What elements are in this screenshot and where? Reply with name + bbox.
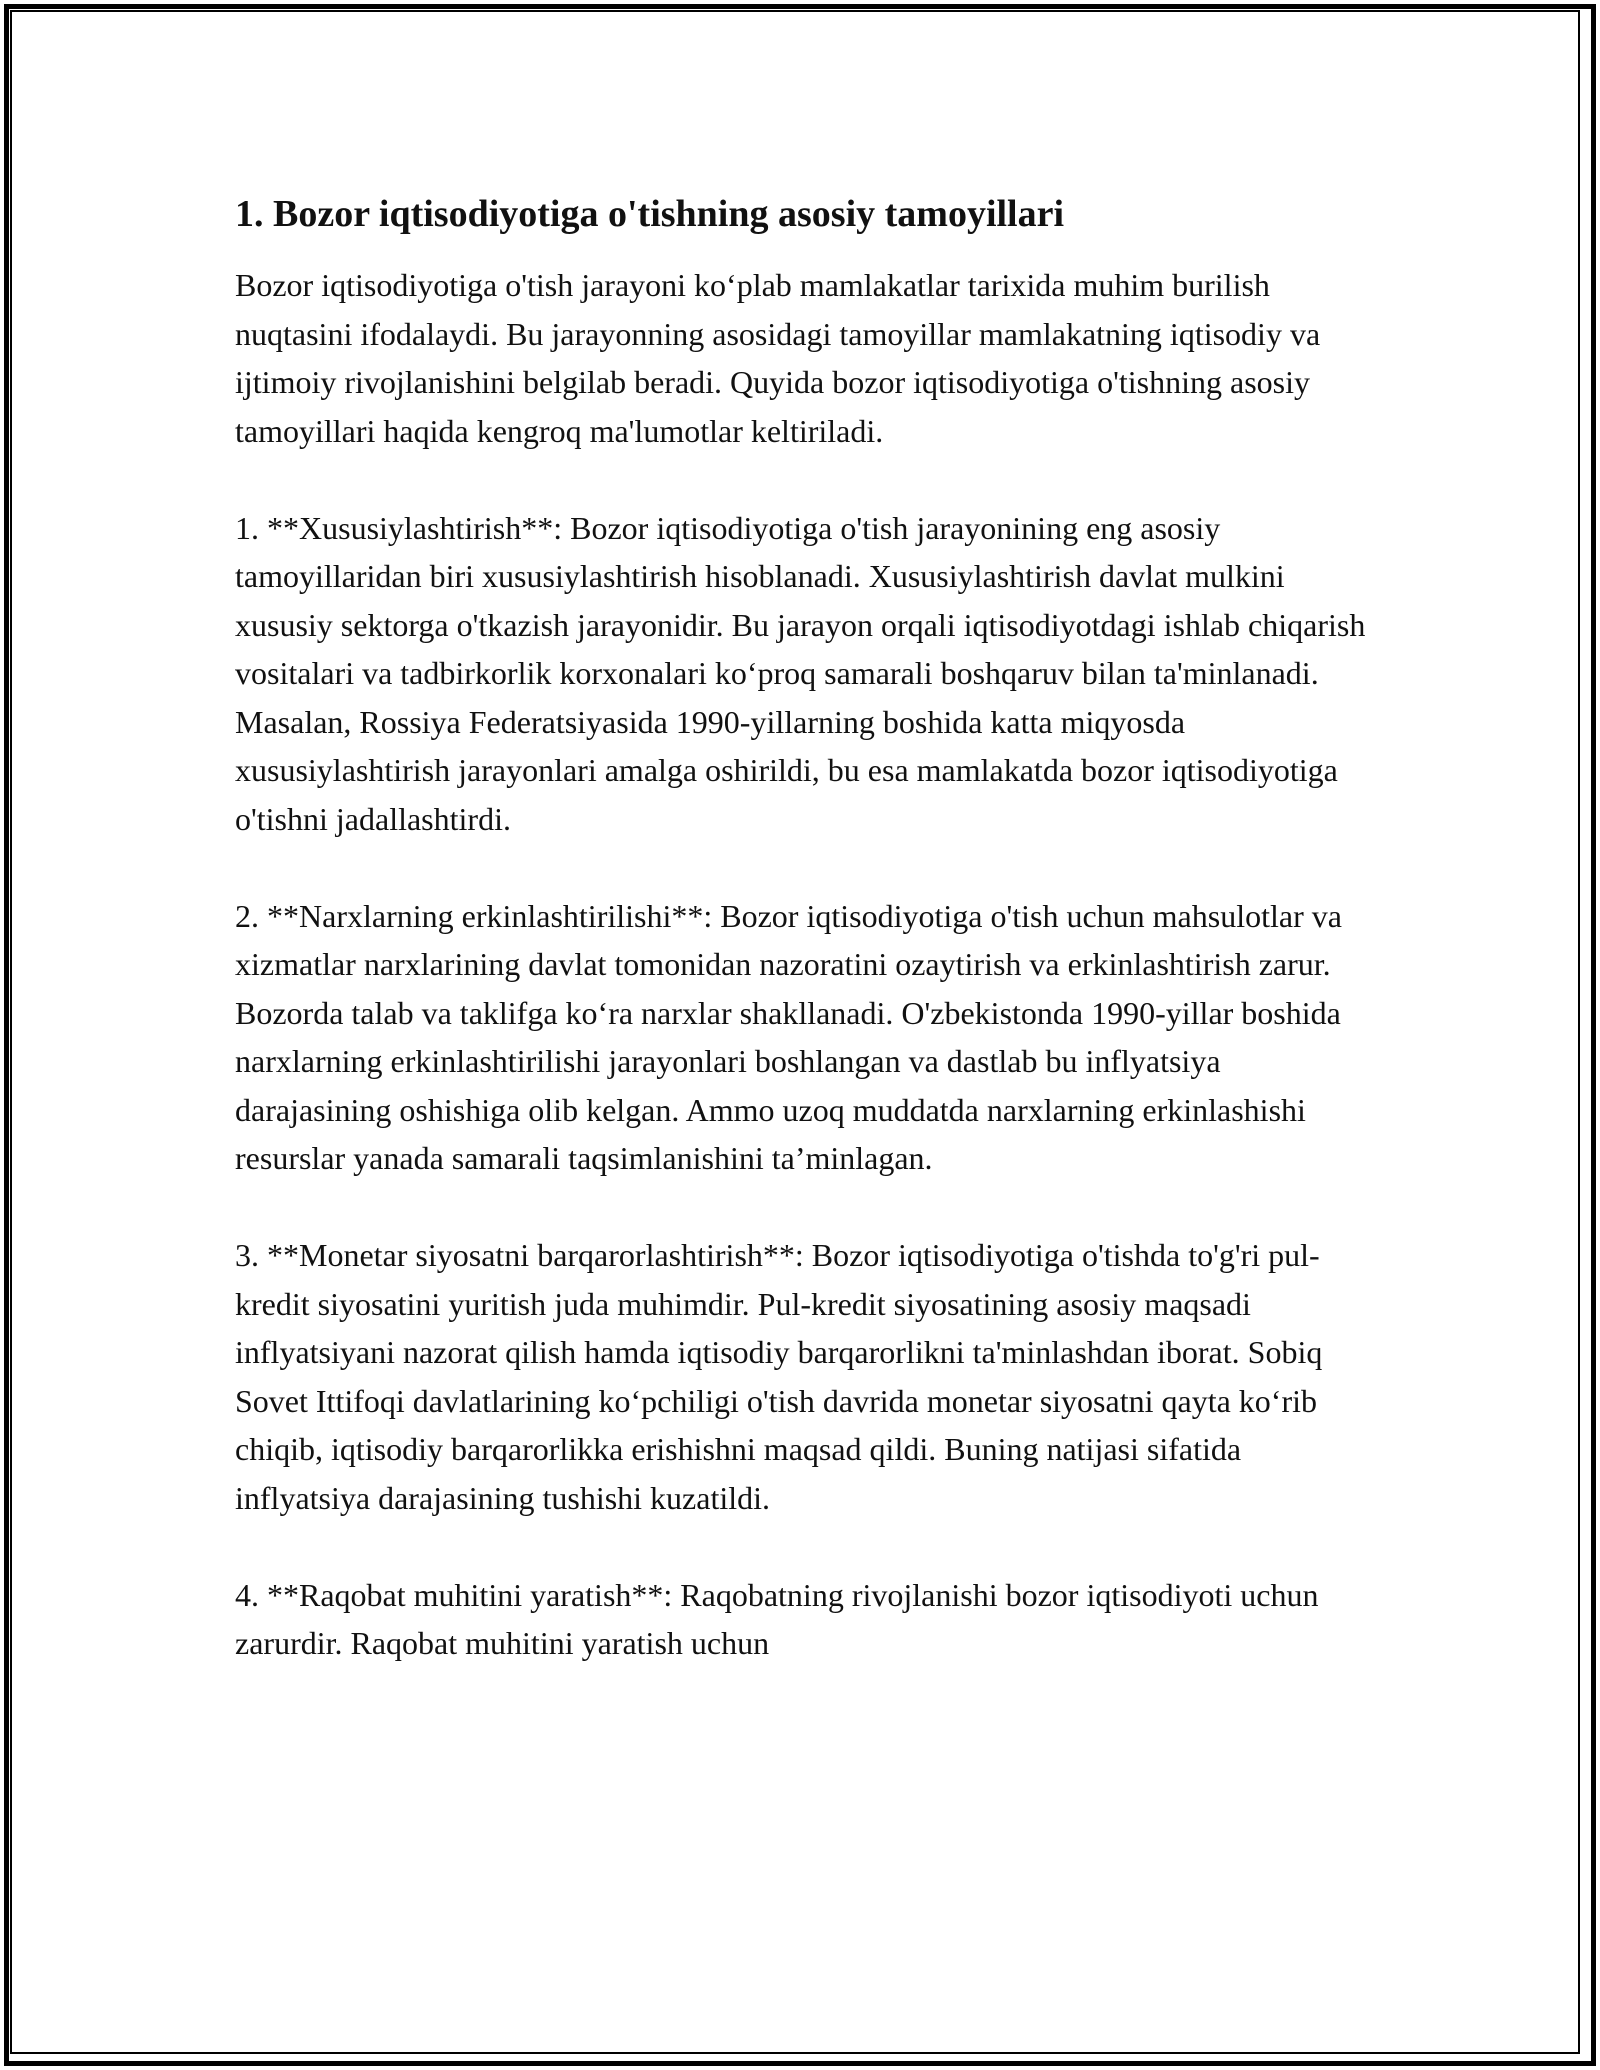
document-body bbox=[235, 185, 1375, 1668]
paragraph-competition: 4. **Raqobat muhitini yaratish**: Raqobatning rivojlanishi bozor iqtisodiyoti uchun zarurdir. Raqobat muhitini yaratish uchun bbox=[235, 1576, 1319, 1661]
paragraph-privatization: 1. **Xususiylashtirish**: Bozor iqtisodiyotiga o'tish jarayonining eng asosiy tamoyillaridan biri xususiylashtirish hisoblanadi. Xususiylashtirish davlat mulkini xususiy sektorga o'tkazish jarayonidir. Bu jarayon orqali iqtisodiyotdagi ishlab chiqarish vositalari va tadbirkorlik korxonalari ko‘proq samarali boshqaruv bilan ta'minlanadi. Masalan, Rossiya Federatsiyasida 1990-yillarning boshida katta miqyosda xususiylashtirish jarayonlari amalga oshirildi, bu esa mamlakatda bozor iqtisodiyotiga o'tishni jadallashtirdi. bbox=[235, 509, 1366, 837]
page-title: 1. Bozor iqtisodiyotiga o'tishning asosiy tamoyillari bbox=[235, 193, 1065, 235]
paragraph-price-liberalization: 2. **Narxlarning erkinlashtirilishi**: Bozor iqtisodiyotiga o'tish uchun mahsulotlar va xizmatlar narxlarining davlat tomonidan nazoratini ozaytirish va erkinlashtirish zarur. Bozorda talab va taklifga ko‘ra narxlar shakllanadi. O'zbekistonda 1990-yillar boshida narxlarning erkinlashtirilishi jarayonlari boshlangan va dastlab bu inflyatsiya darajasining oshishiga olib kelgan. Ammo uzoq muddatda narxlarning erkinlashishi resurslar yanada samarali taqsimlanishini ta’minlagan. bbox=[235, 897, 1342, 1176]
paragraph-monetary-policy: 3. **Monetar siyosatni barqarorlashtirish**: Bozor iqtisodiyotiga o'tishda to'g'ri pul-kredit siyosatini yuritish juda muhimdir. Pul-kredit siyosatining asosiy maqsadi inflyatsiyani nazorat qilish hamda iqtisodiy barqarorlikni ta'minlashdan iborat. Sobiq Sovet Ittifoqi davlatlarining ko‘pchiligi o'tish davrida monetar siyosatni qayta ko‘rib chiqib, iqtisodiy barqarorlikka erishishni maqsad qildi. Buning natijasi sifatida inflyatsiya darajasining tushishi kuzatildi. bbox=[235, 1237, 1323, 1516]
intro-paragraph: Bozor iqtisodiyotiga o'tish jarayoni ko‘plab mamlakatlar tarixida muhim burilish nuqtasini ifodalaydi. Bu jarayonning asosidagi tamoyillar mamlakatning iqtisodiy va ijtimoiy rivojlanishini belgilab beradi. Quyida bozor iqtisodiyotiga o'tishning asosiy tamoyillari haqida kengroq ma'lumotlar keltiriladi. bbox=[235, 267, 1321, 449]
